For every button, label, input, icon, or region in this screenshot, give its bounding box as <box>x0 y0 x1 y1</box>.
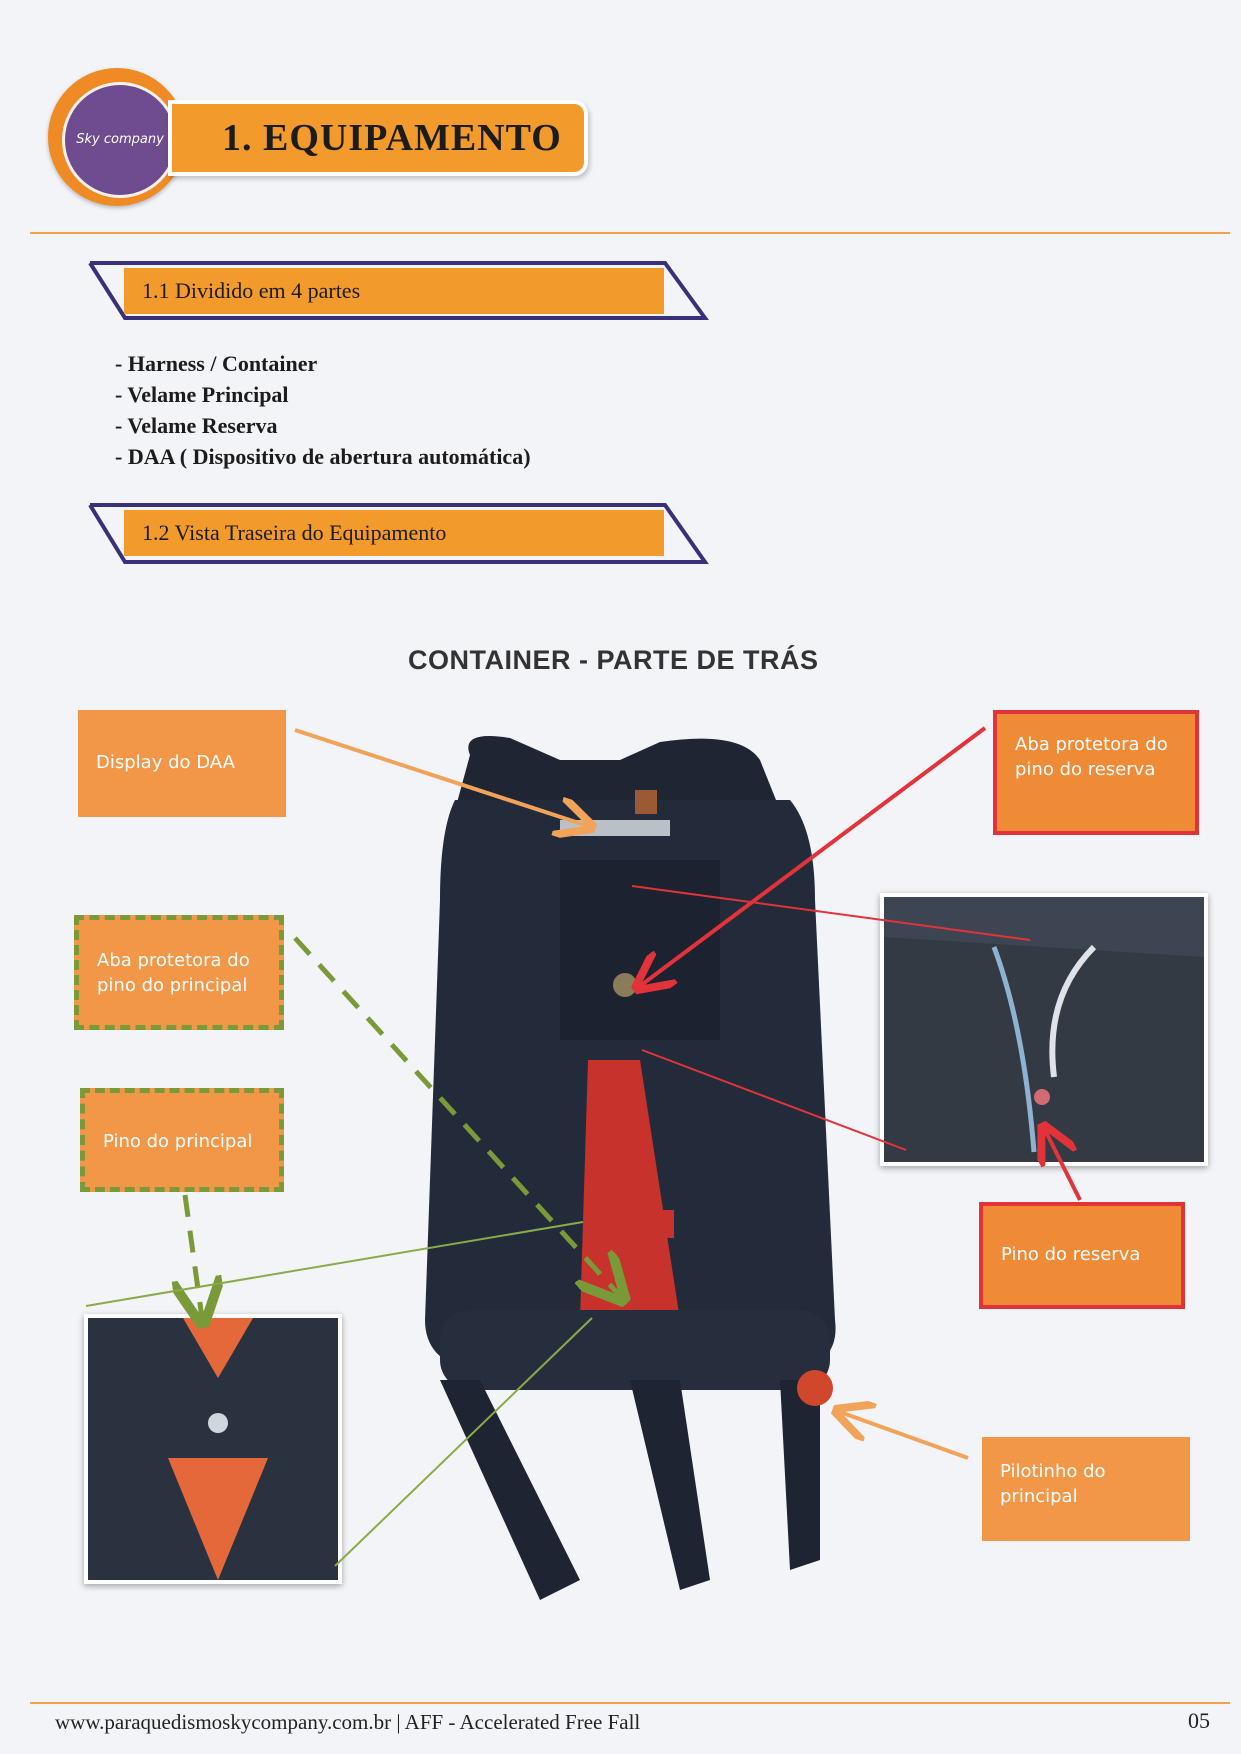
footer-text: www.paraquedismoskycompany.com.br | AFF - Accelerated Free Fall <box>55 1710 641 1734</box>
callout-pilotinho: Pilotinho do principal <box>982 1437 1190 1541</box>
page-title: 1. EQUIPAMENTO <box>168 100 588 176</box>
callout-pino-reserva: Pino do reserva <box>979 1202 1185 1309</box>
logo-text: Sky company <box>76 131 164 147</box>
callout-pino-principal: Pino do principal <box>80 1088 284 1192</box>
section-heading-1: 1.1 Dividido em 4 partes <box>124 268 664 314</box>
list-item: - DAA ( Dispositivo de abertura automática) <box>115 444 531 469</box>
list-item: - Harness / Container <box>115 351 318 376</box>
page-number: 05 <box>1188 1708 1210 1733</box>
footer-divider <box>30 1702 1230 1704</box>
list-item: - Velame Reserva <box>115 413 278 438</box>
callout-aba-reserva: Aba protetora do pino do reserva <box>993 710 1199 835</box>
callout-aba-principal: Aba protetora do pino do principal <box>74 915 284 1030</box>
callout-display-daa: Display do DAA <box>78 710 286 817</box>
list-item: - Velame Principal <box>115 382 289 407</box>
diagram-title: CONTAINER - PARTE DE TRÁS <box>408 645 819 675</box>
section-heading-2: 1.2 Vista Traseira do Equipamento <box>124 510 664 556</box>
